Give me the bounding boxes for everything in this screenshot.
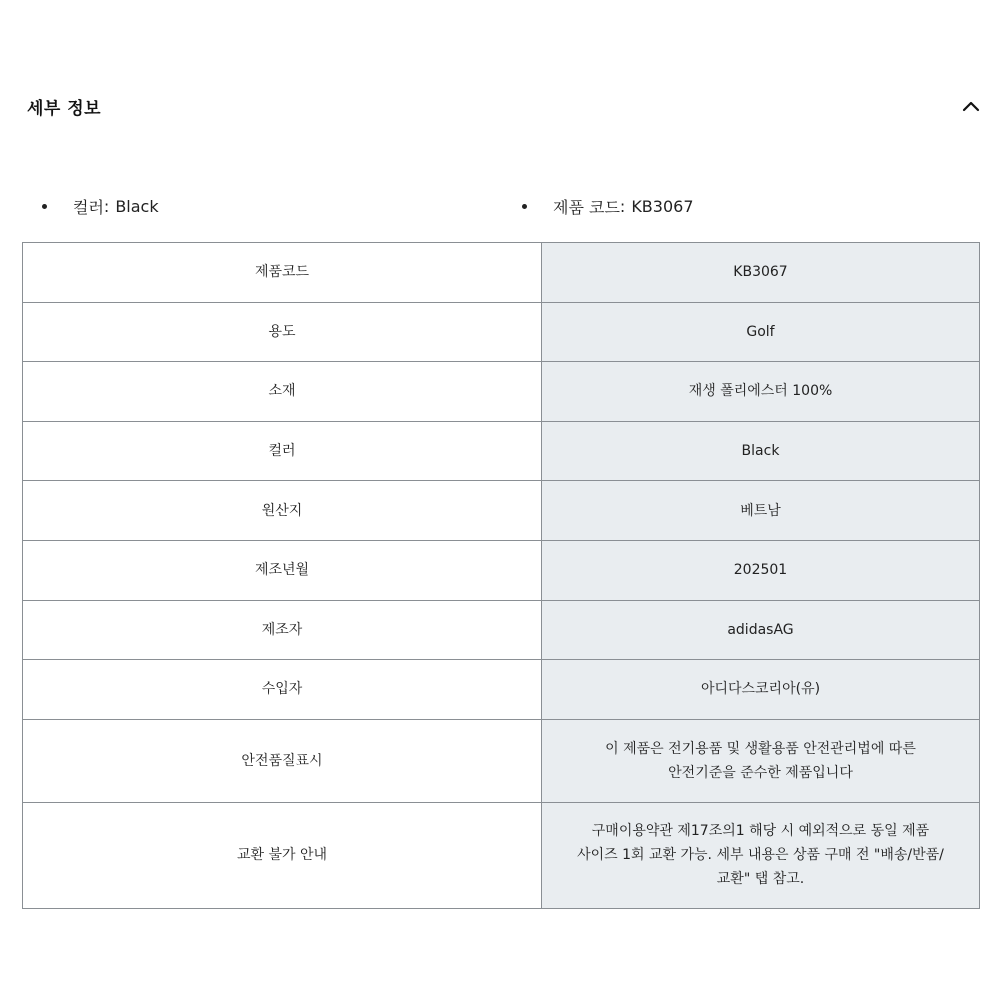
- bullet-product-code-value: KB3067: [631, 196, 694, 216]
- row-label: 용도: [23, 302, 542, 362]
- table-row: [23, 481, 980, 541]
- bullet-dot-icon: [522, 204, 527, 209]
- row-label: 수입자: [23, 660, 542, 720]
- section-title: 세부 정보: [27, 98, 102, 119]
- row-label: 원산지: [23, 481, 542, 541]
- table-row: [23, 421, 980, 481]
- table-row: [23, 802, 980, 908]
- row-label: 제품코드: [23, 243, 542, 303]
- bullet-dot-icon: [42, 204, 47, 209]
- row-value: 구매이용약관 제17조의1 해당 시 예외적으로 동일 제품 사이즈 1회 교환 가능. 세부 내용은 상품 구매 전 "배송/반품/ 교환" 탭 참고.: [542, 802, 980, 908]
- bullet-color-value: Black: [115, 196, 159, 216]
- collapse-button[interactable]: [956, 91, 986, 121]
- row-value: 베트남: [542, 481, 980, 541]
- row-label: 컬러: [23, 421, 542, 481]
- spec-table: [22, 242, 980, 909]
- row-value: 202501: [542, 540, 980, 600]
- row-value: KB3067: [542, 243, 980, 303]
- chevron-up-icon: [962, 100, 980, 112]
- row-label: 제조자: [23, 600, 542, 660]
- table-row: [23, 362, 980, 422]
- bullet-color: 컬러 : Black: [42, 192, 159, 220]
- table-row: [23, 540, 980, 600]
- bullet-product-code: 제품 코드 : KB3067: [522, 192, 694, 220]
- bullet-color-label: 컬러: [73, 197, 104, 217]
- summary-bullets: [0, 192, 1000, 220]
- row-label: 소재: [23, 362, 542, 422]
- row-value: 이 제품은 전기용품 및 생활용품 안전관리법에 따른 안전기준을 준수한 제품입니다: [542, 719, 980, 802]
- table-row: [23, 719, 980, 802]
- details-section-header[interactable]: [27, 88, 980, 124]
- row-value: Golf: [542, 302, 980, 362]
- row-value: adidasAG: [542, 600, 980, 660]
- row-value: Black: [542, 421, 980, 481]
- row-label: 제조년월: [23, 540, 542, 600]
- table-row: [23, 243, 980, 303]
- table-row: [23, 600, 980, 660]
- row-label: 교환 불가 안내: [23, 802, 542, 908]
- row-value: 재생 폴리에스터 100%: [542, 362, 980, 422]
- bullet-product-code-label: 제품 코드: [553, 197, 620, 217]
- table-row: [23, 660, 980, 720]
- row-label: 안전품질표시: [23, 719, 542, 802]
- row-value: 아디다스코리아(유): [542, 660, 980, 720]
- table-row: [23, 302, 980, 362]
